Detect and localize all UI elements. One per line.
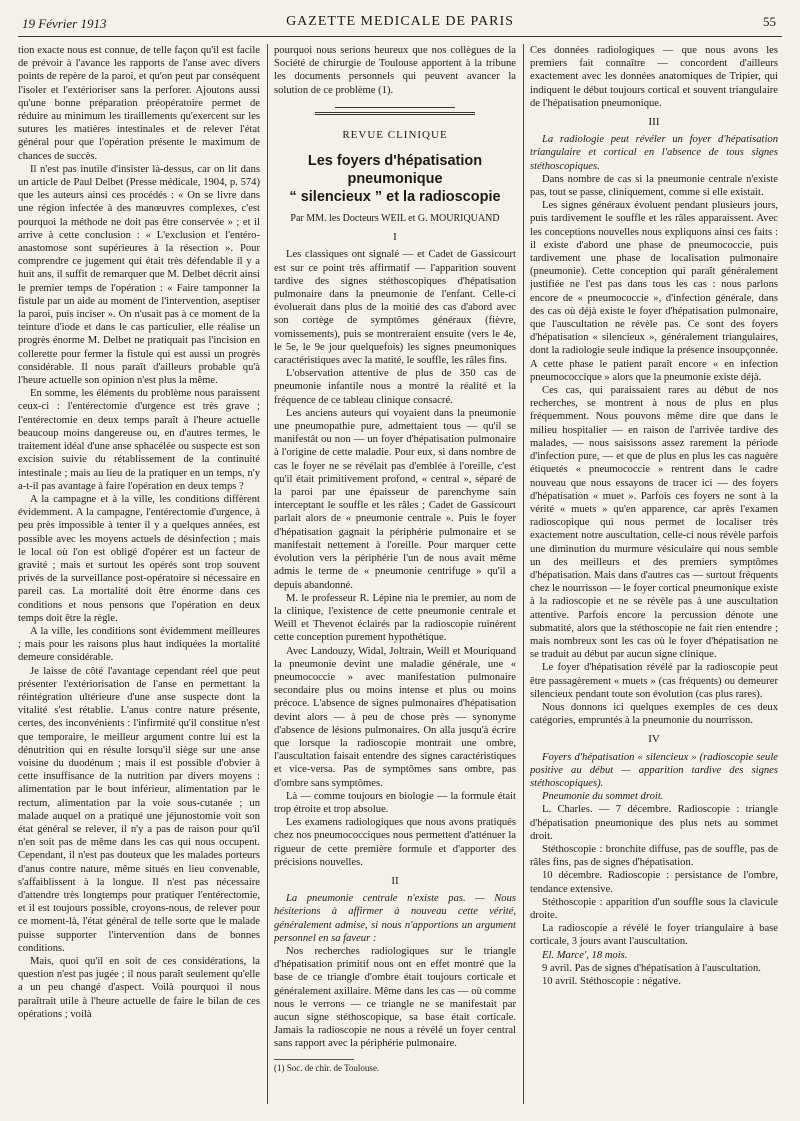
paragraph: Avec Landouzy, Widal, Joltrain, Weill et Mouriquand la pneumonie devint une maladie générale, une « pneumococcie » avec manifestation pulmonaire secondaire plus ou moins intense et plus ou moins précoce. L'absence de signes pulmonaires d'hépatisation devint alors — à peu de chose près — synonyme d'absence de lésions pulmonaires. On alla jusqu'à écrire que lorsque la radioscopie montrait une ombre, l'auscultation faisait entendre des signes caractéristiques et vice-versa. Pas de symptômes sans ombre, pas d'ombre sans symptômes. [274, 645, 516, 789]
paragraph: Nous donnons ici quelques exemples de ces deux catégories, empruntés à la pneumonie du nourrisson. [530, 701, 778, 727]
column-middle [274, 44, 516, 1104]
journal-title: GAZETTE MEDICALE DE PARIS [286, 14, 514, 29]
paragraph: La radiologie peut révéler un foyer d'hépatisation triangulaire et cortical en l'absence de tous signes stéthoscopiques. [530, 134, 778, 172]
footnote: (1) Soc. de chir. de Toulouse. [274, 1059, 354, 1075]
paragraph: Nos recherches radiologiques sur le triangle d'hépatisation primitif nous ont en effet montré que la base de ce triangle d'ombre était toujours corticale et généralement axillaire. Même dans les cas — où comme nous le verrons — ce triangle ne se manifestait par aucun signe stéthoscopique, sa base était corticale. Jamais la radioscopie ne nous a révélé un foyer central sans rapport avec la périphérie pulmonaire. [274, 945, 516, 1050]
paragraph: Je laisse de côté l'avantage cependant réel que peut présenter l'extériorisation de l'anse en permettant la réintégration ultérieure d'une anse suspecte dont la vitalité s'est rétablie. L'anus contre nature présente, certes, des inconvénients : l'infirmité qu'il constitue n'est que temporaire, le meilleur argument contre lui est la dénutrition qui en résulte lorsqu'il siège sur une anse voisine du duodénum ; mais il est possible d'obvier à cette insuffisance de la nutrition par divers moyens : alimentation par le bout inférieur, alimentation par le rectum, alimentation par la voie sous-cutanée ; un malade auquel on a pratiqué une jéjunostomie voit son état général se relever, il n'y a pas de raison pour qu'il n'en soit pas de même dans les cas qui nous occupent. Cependant, il n'est pas douteux que les malades porteurs d'anus contre nature, même situés en lieu convenable, s'affaiblissent à la longue. Il n'est pas nécessaire d'attendre très longtemps pour pratiquer l'entérectomie, et il est toujours possible, croyons-nous, de relever pour ce moment-là, l'état général de telle sorte que le malade puisse supporter l'intervention dans de bonnes conditions. [18, 665, 260, 954]
paragraph: Dans nombre de cas si la pneumonie centrale n'existe pas, tout se passe, cliniquement, comme si elle existait. [530, 173, 778, 199]
section-number: II [391, 874, 399, 887]
paragraph: A la campagne et à la ville, les conditions diffèrent évidemment. A la campagne, l'entérectomie d'urgence, à peu près impossible à tenter il y a quelques années, est possible avec les moyens actuels de désinfection ; mais le local où l'on est obligé d'opérer est un facteur de gravité ; mais et surtout les opérés sont trop souvent privés de la surveillance post-opératoire si nécessaire en pareil cas. La mortalité doit être énorme dans ces conditions et nous pensons que l'opération en deux temps doit être la règle. [18, 493, 260, 624]
paragraph: M. le professeur R. Lépine nia le premier, au nom de la clinique, l'existence de cette pneumonie centrale et Weill et Thevenot éclairés par la radioscopie ruinèrent cette conception purement hypothétique. [274, 592, 516, 644]
paragraph: L'observation attentive de plus de 350 cas de pneumonie infantile nous a montré la réalité et la fréquence de ce tableau clinique consacré. [274, 368, 516, 406]
paragraph: tion exacte nous est connue, de telle façon qu'il est facile de prévoir à l'avance les rapports de l'anse avec divers points de repère de la paroi, et qu'on peut par conséquent l'isoler et l'extérioriser sans la perforer. Ajoutons aussi qu'une bonne préparation préopératoire permet de réduire au minimum les tiraillements qu'exercent sur les sutures les matières intestinales et de relever l'état général pour que l'opération présente le maximum de chances de succès. [18, 45, 260, 162]
running-header [18, 10, 782, 37]
article-title-line-1: Les foyers d'hépatisation pneumonique [307, 153, 483, 188]
paragraph: La pneumonie centrale n'existe pas. — Nous hésiterions à affirmer à nouveau cette vérité, généralement admise, si nous n'apportions un argument personnel en sa faveur : [274, 893, 516, 944]
column-divider [267, 44, 268, 1104]
paragraph: Les classiques ont signalé — et Cadet de Gassicourt est sur ce point très affirmatif — l'apparition souvent tardive des signes stéthoscopiques d'hépatisation pulmonaire dans la pneumonie de l'enfant. Celle-ci évoluerait dans plus de la moitié des cas d'abord avec son cortège de symptômes généraux (fièvre, vomissements), puis se montreraient ensuite (vers le 4e, le 5e, le 9e jour quelquefois) les signes pneumoniques caractéristiques avec la matité, le souffle, les râles fins. [274, 249, 516, 367]
paragraph: Foyers d'hépatisation « silencieux » (radioscopie seule positive au début — apparition tardive des signes stéthoscopiques). [530, 751, 778, 789]
paragraph: 10 avril. Stéthoscopie : négative. [542, 976, 681, 988]
paragraph: Là — comme toujours en biologie — la formule était trop étroite et trop absolue. [274, 790, 516, 815]
paragraph: Ces données radiologiques — que nous avons les premiers fait connaître — concordent d'ailleurs exactement avec les données anatomiques de Tripier, qui indiquent le début toujours cortical et souvent triangulaire de l'hépatisation pneumonique. [530, 45, 778, 109]
paragraph: Les anciens auteurs qui voyaient dans la pneumonie une pneumopathie pure, admettaient tous — qu'il se manifestât ou non — un foyer d'hépatisation pulmonaire à l'origine de cette maladie. Pour eux, si dans nombre de cas le foyer ne se révélait pas d'emblée à l'oreille, c'est qu'il était primitivement profond, « central », séparé de la paroi par une épaisseur de parenchyme sain interceptant le souffle et les râles ; Cadet de Gassicourt parlait alors de « pneumonie centrale ». Puis le foyer d'hépatisation gagnait la périphérie pulmonaire et se manifestait nettement à l'oreille. Pour marquer cette évolution vers la périphérie l'un de nous avait même admis le terme de « pneumonie centrifuge » qu'il a depuis abandonné. [274, 407, 516, 591]
paragraph: La radioscopie a révélé le foyer triangulaire à base corticale, 3 jours avant l'auscultation. [530, 923, 778, 948]
page-number: 55 [763, 14, 776, 29]
paragraph: L. Charles. — 7 décembre. Radioscopie : triangle d'hépatisation pneumonique des plus nets au sommet droit. [530, 804, 778, 842]
separator-rule [315, 112, 475, 115]
section-number: I [393, 231, 397, 244]
paragraph: Les examens radiologiques que nous avons pratiqués chez nos pneumococciques nous permettent d'atténuer la rigueur de cette première formule et d'apporter des précisions nouvelles. [274, 817, 516, 868]
issue-date: 19 Février 1913 [22, 16, 107, 31]
paragraph: Mais, quoi qu'il en soit de ces considérations, la question n'est pas jugée ; il nous paraît seulement qu'elle a un peu changé d'aspect. Voilà pourquoi il nous paraîtrait utile à l'heure actuelle de faire le bilan de ces opérations ; voilà [18, 956, 260, 1020]
section-number: IV [648, 733, 660, 746]
paragraph: 9 avril. Pas de signes d'hépatisation à l'auscultation. [542, 962, 761, 974]
section-number: III [648, 116, 660, 129]
article-title-line-2: “ silencieux ” et la radioscopie [289, 189, 501, 206]
separator-rule [335, 107, 455, 108]
paragraph: Le foyer d'hépatisation révélé par la radioscopie peut être passagèrement « muets » (cas fréquents) ou demeurer silencieux pendant toute son évolution (cas plus rares). [530, 662, 778, 700]
paragraph: Stéthoscopie : bronchite diffuse, pas de souffle, pas de râles fins, pas de signes d'hépatisation. [530, 843, 778, 869]
paragraph: Ces cas, qui paraissaient rares au début de nos recherches, se montrent à nous de plus en plus fréquemment. Nous pouvons même dire que dans le milieu hospitalier — en raison de l'arrivée tardive des malades, — nous saisissons assez rarement la période d'infection pure, — et que de plus en plus les cas naguère étiquetés « pneumococcie » rentrent dans le cadre nouveau que nous essayons de tracer ici — des foyers d'hépatisation « muet ». Parfois ces foyers ne sont à la vérité « muets » qu'en apparence, car après l'examen radioscopique qui nous permet de localiser très exactement notre auscultation, celle-ci nous révèle parfois une diminution du murmure vésiculaire qui nous semble un des meilleurs et des premiers symptômes d'hépatisation. Mais dans d'autres cas — surtout fréquents chez le nourrisson — le foyer cortical pneumonique existe à la radioscopie et ne se révèle pas à une auscultation attentive. Parfois encore la percussion dénote une submatité, alors que la stéthoscopie ne fait rien entendre ; mais nombreux sont les cas où le foyer d'hépatisation ne se traduit au début par aucun signe clinique. [530, 385, 778, 661]
paragraph: pourquoi nous serions heureux que nos collègues de la Société de chirurgie de Toulouse apportent à la tribune les documents personnels qui peuvent avancer la solution de ce problème (1). [274, 45, 516, 96]
newspaper-page [18, 10, 782, 1110]
paragraph: 10 décembre. Radioscopie : persistance de l'ombre, tendance extensive. [530, 870, 778, 895]
paragraph: En somme, les éléments du problème nous paraissent ceux-ci : l'entérectomie d'urgence est très grave ; l'entérectomie en deux temps paraît à l'heure actuelle beaucoup moins dangereuse ou, en d'autres termes, le traitement idéal d'une anse sphacélée ou suspecte est son excision suivie du rétablissement de la continuité intestinale ; mais au lieu de la pratiquer en un temps, n'y a-t-il pas avantage à faire l'opération en deux temps ? [18, 388, 260, 492]
paragraph: A la ville, les conditions sont évidemment meilleures ; mais pour les raisons plus haut indiquées la mortalité demeure considérable. [18, 625, 260, 664]
article-authors: Par MM. les Docteurs WEIL et G. MOURIQUAND [290, 213, 500, 225]
paragraph: Les signes généraux évoluent pendant plusieurs jours, puis tardivement le souffle et les râles apparaissent. Avec les conceptions nouvelles nous expliquons ainsi ces faits : il existe d'abord une phase de pneumococcie, puis tardivement une phase de localisation pulmonaire (pneumonie). Cette conception qui paraît généralement justifiée ne l'est pas dans tous les cas : nous parlons encore de « pneumococcie », d'infection générale, dans des cas où déjà existe le foyer d'hépatisation pulmonaire, que l'auscultation ne révèle pas. Ce sont des foyers d'hépatisation « silencieux », généralement triangulaires, dont la radiologie seule indique la présence insoupçonnée. A cette phase le patient paraît encore « en infection pneumococcique » alors que la pneumonie existe déjà. [530, 200, 778, 383]
column-left [18, 44, 260, 1104]
column-right [530, 44, 778, 1104]
column-divider [523, 44, 524, 1104]
paragraph: Stéthoscopie : apparition d'un souffle sous la clavicule droite. [530, 896, 778, 921]
paragraph: Il n'est pas inutile d'insister là-dessus, car on lit dans un article de Paul Delbet (Presse médicale, 1904, p. 574) que les auteurs ainsi ces procédés : « On se livre dans une région infectée à des manœuvres complexes, c'est pourquoi la méthode ne doit pas être conservée » ; et il arrive à cette conclusion : « L'exclusion et l'entéro-anastomose sont supérieures à la résection ». Pour comprendre ce jugement qui était très défendable il y a huit ans, il suffit de remarquer que M. Delbet décrit ainsi le premier temps de l'opération : « Faire tamponner la fistule par un aide au moment de l'intervention, aseptiser la paroi, puis inciser ». On n'usait pas à ce moment de la teinture d'iode et dans le cas particulier, elle réalise un progrès énorme M. Delbet ne pratiquait pas l'incision en collerette pour fermer la fistule qui est aussi un progrès considérable. Il nous paraît d'ailleurs probable qu'à l'heure actuelle son opinion n'est plus la même. [18, 163, 260, 387]
paragraph: Pneumonie du sommet droit. [542, 791, 664, 803]
section-heading: REVUE CLINIQUE [342, 128, 448, 141]
paragraph: El. Marce', 18 mois. [542, 949, 628, 961]
